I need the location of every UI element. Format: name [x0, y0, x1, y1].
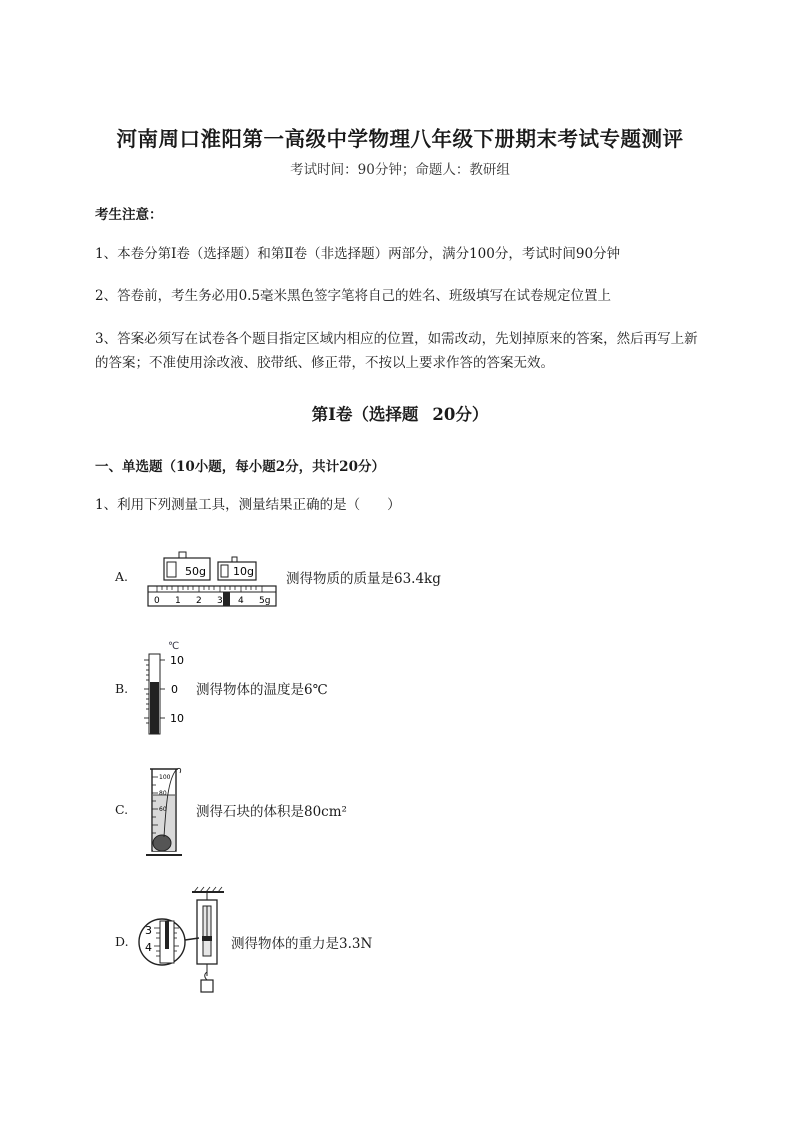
scale-tick-4: 4: [238, 596, 244, 606]
scale-tick-5: 5g: [259, 596, 271, 606]
thermometer-figure: [140, 638, 190, 738]
spring-scale-figure: [136, 884, 228, 998]
part-heading: 一、单选题（10小题，每小题2分，共计20分）: [95, 459, 385, 475]
weight-50g: [164, 552, 210, 580]
option-d-text: 测得物体的重力是3.3N: [231, 936, 373, 952]
section-title: [0, 401, 800, 425]
scale-tick-1: 1: [175, 596, 181, 606]
option-a-text: 测得物质的质量是63.4kg: [286, 571, 441, 587]
weight-10g-label: 10g: [233, 565, 254, 578]
option-b-letter: B.: [115, 681, 129, 696]
stone: [153, 835, 171, 851]
hanging-weight: [201, 980, 213, 992]
notice-item-1: 1、本卷分第Ⅰ卷（选择题）和第Ⅱ卷（非选择题）两部分，满分100分，考试时间90分钟: [95, 246, 621, 262]
cylinder-tick-100: 100: [159, 774, 171, 781]
page-title: 河南周口淮阳第一高级中学物理八年级下册期末考试专题测评: [116, 127, 684, 151]
section-title-score: 20分）: [432, 405, 489, 424]
weight-50g-label: 50g: [185, 565, 206, 578]
notice-item-3: 3、答案必须写在试卷各个题目指定区域内相应的位置，如需改动，先划掉原来的答案，然后再写上新的答案；不准使用涂改液、胶带纸、修正带，不按以上要求作答的答案无效。: [95, 331, 698, 371]
question-stem: 1、利用下列测量工具，测量结果正确的是（ ）: [95, 497, 401, 513]
mercury-column: [150, 682, 159, 734]
cylinder-tick-60: 60: [159, 806, 167, 813]
cylinder-tick-80: 80: [159, 790, 167, 797]
scale-tick-2: 2: [196, 596, 202, 606]
section-title-main: 第Ⅰ卷（选择题: [311, 405, 419, 424]
thermometer-tick-zero: 0: [171, 683, 178, 696]
scale-tick-3: 3: [217, 596, 223, 606]
thermometer-unit: ℃: [168, 641, 180, 652]
pointer: [202, 936, 212, 941]
option-c-letter: C.: [115, 802, 129, 817]
option-c-text: 测得石块的体积是80cm²: [196, 804, 347, 820]
notice-heading: 考生注意：: [95, 207, 163, 223]
thermometer-tick-bottom: 10: [170, 712, 184, 725]
magnifier-tick-3: 3: [145, 924, 152, 937]
scale-tick-0: 0: [154, 596, 160, 606]
option-a-letter: A.: [115, 569, 129, 584]
beam-scale: [148, 586, 276, 606]
option-b-text: 测得物体的温度是6℃: [196, 682, 328, 698]
weight-10g: [218, 557, 256, 580]
thermometer-tick-top: 10: [170, 654, 184, 667]
notice-item-2: 2、答卷前，考生务必用0.5毫米黑色签字笔将自己的姓名、班级填写在试卷规定位置上: [95, 288, 612, 304]
balance-figure: [145, 548, 280, 610]
rider: [223, 592, 230, 606]
option-d-letter: D.: [115, 934, 129, 949]
exam-info: 考试时间：90分钟；命题人：教研组: [290, 162, 510, 178]
graduated-cylinder-figure: [140, 765, 192, 860]
magnifier-tick-4: 4: [145, 941, 152, 954]
